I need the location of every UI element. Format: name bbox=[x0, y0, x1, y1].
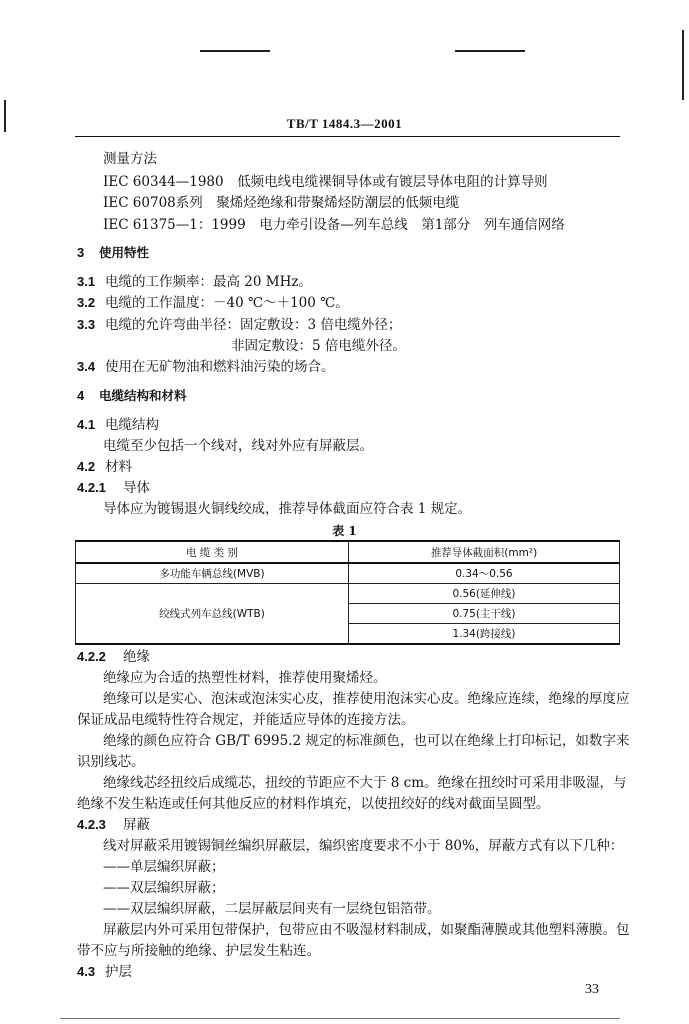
section-4-1-text: 电缆至少包括一个线对，线对外应有屏蔽层。 bbox=[103, 438, 373, 454]
header-rule bbox=[75, 136, 620, 137]
item-title: 电缆结构 bbox=[105, 417, 159, 433]
scan-artifact-bottom bbox=[60, 1018, 620, 1019]
list-item: ——双层编织屏蔽； bbox=[103, 880, 225, 896]
item-title: 导体 bbox=[123, 480, 150, 496]
scan-artifact-top-right bbox=[455, 50, 525, 52]
item-text: 电缆的允许弯曲半径：固定敷设：3 倍电缆外径； bbox=[105, 317, 402, 333]
item-number: 4.2 bbox=[77, 459, 96, 474]
section-3-heading bbox=[77, 244, 149, 262]
item-3-4 bbox=[77, 358, 335, 376]
document-code: TB/T 1484.3—2001 bbox=[286, 116, 403, 131]
section-title: 电缆结构和材料 bbox=[99, 388, 187, 403]
paragraph-line: 绝缘线芯经扭绞后成缆芯，扭绞的节距应不大于 8 cm。绝缘在扭绞时可采用非吸湿，与 bbox=[103, 775, 627, 791]
item-3-1 bbox=[77, 273, 312, 291]
scan-artifact-top bbox=[200, 50, 270, 52]
item-number: 4.2.2 bbox=[77, 649, 106, 664]
paragraph-line: 绝缘可以是实心、泡沫或泡沫实心皮，推荐使用泡沫实心皮。绝缘应连续，绝缘的厚度应 bbox=[103, 691, 630, 707]
paragraph-line: 识别线芯。 bbox=[77, 754, 145, 770]
table-cell: 0.75(主干线) bbox=[349, 604, 620, 624]
item-text: 电缆的工作频率：最高 20 MHz。 bbox=[105, 274, 312, 290]
ref-line-3: IEC 61375—1：1999 电力牵引设备—列车总线 第1部分 列车通信网络 bbox=[103, 217, 565, 233]
item-title: 屏蔽 bbox=[123, 817, 150, 833]
paragraph-line: 屏蔽层内外可采用包带保护，包带应由不吸湿材料制成，如聚酯薄膜或其他塑料薄膜。包 bbox=[103, 922, 630, 938]
table-header-cell: 电 缆 类 别 bbox=[76, 541, 349, 563]
section-4-2-heading bbox=[77, 458, 132, 476]
table-cell: 1.34(跨接线) bbox=[349, 624, 620, 645]
section-number: 4 bbox=[77, 388, 85, 403]
ref-line-0: 测量方法 bbox=[103, 151, 157, 167]
item-text: 电缆的工作温度：－40 ℃～＋100 ℃。 bbox=[105, 295, 349, 311]
paragraph-line: 保证成品电缆特性符合规定，并能适应导体的连接方法。 bbox=[77, 712, 415, 728]
item-title: 材料 bbox=[105, 459, 132, 475]
item-text: 使用在无矿物油和燃料油污染的场合。 bbox=[105, 359, 335, 375]
table-cell: 绞线式列车总线(WTB) bbox=[76, 584, 349, 645]
table-caption: 表 1 bbox=[332, 524, 357, 538]
item-number: 3.3 bbox=[77, 317, 96, 332]
table-cell: 多功能车辆总线(MVB) bbox=[76, 563, 349, 584]
table-cell: 0.56(延伸线) bbox=[349, 584, 620, 604]
item-number: 4.1 bbox=[77, 417, 96, 432]
list-item: ——双层编织屏蔽，二层屏蔽层间夹有一层绕包铝箔带。 bbox=[103, 901, 441, 917]
section-4-heading bbox=[77, 387, 187, 405]
table-1 bbox=[75, 540, 620, 645]
section-4-1-heading bbox=[77, 416, 159, 434]
table-row bbox=[76, 563, 620, 584]
item-number: 4.2.3 bbox=[77, 817, 106, 832]
item-number: 3.2 bbox=[77, 295, 96, 310]
item-3-3 bbox=[77, 316, 401, 334]
item-number: 4.2.1 bbox=[77, 480, 106, 495]
list-item: ——单层编织屏蔽； bbox=[103, 859, 225, 875]
paragraph-line: 带不应与所接触的绝缘、护层发生粘连。 bbox=[77, 943, 320, 959]
section-number: 3 bbox=[77, 245, 85, 260]
page-number: 33 bbox=[585, 982, 599, 997]
section-4-2-2-heading bbox=[77, 648, 150, 666]
item-3-3-cont: 非固定敷设：5 倍电缆外径。 bbox=[231, 338, 406, 354]
item-number: 4.3 bbox=[77, 964, 96, 979]
paragraph-line: 绝缘应为合适的热塑性材料，推荐使用聚烯烃。 bbox=[103, 670, 387, 686]
paragraph-line: 绝缘的颜色应符合 GB/T 6995.2 规定的标准颜色，也可以在绝缘上打印标记，如数字来 bbox=[103, 733, 630, 749]
item-title: 绝缘 bbox=[123, 649, 150, 665]
table-header-cell: 推荐导体截面积(mm²) bbox=[349, 541, 620, 563]
section-4-2-1-heading bbox=[77, 479, 150, 497]
table-cell: 0.34～0.56 bbox=[349, 563, 620, 584]
item-title: 护层 bbox=[105, 964, 132, 980]
item-3-2 bbox=[77, 294, 349, 312]
table-row bbox=[76, 584, 620, 604]
paragraph-line: 绝缘不发生粘连或任何其他反应的材料作填充，以使扭绞好的线对截面呈圆型。 bbox=[77, 796, 550, 812]
ref-line-1: IEC 60344—1980 低频电线电缆裸铜导体或有镀层导体电阻的计算导则 bbox=[103, 174, 548, 190]
section-4-2-3-heading bbox=[77, 816, 150, 834]
section-title: 使用特性 bbox=[99, 245, 150, 260]
section-4-3-heading bbox=[77, 963, 132, 981]
table-header-row bbox=[76, 541, 620, 563]
section-4-2-1-text: 导体应为镀锡退火铜线绞成，推荐导体截面应符合表 1 规定。 bbox=[103, 501, 472, 517]
paragraph-line: 线对屏蔽采用镀锡铜丝编织屏蔽层，编织密度要求不小于 80%，屏蔽方式有以下几种： bbox=[103, 838, 624, 854]
item-number: 3.1 bbox=[77, 274, 96, 289]
item-number: 3.4 bbox=[77, 359, 96, 374]
ref-line-2: IEC 60708系列 聚烯烃绝缘和带聚烯烃防潮层的低频电缆 bbox=[103, 195, 460, 211]
scan-artifact-right-edge bbox=[682, 30, 684, 100]
